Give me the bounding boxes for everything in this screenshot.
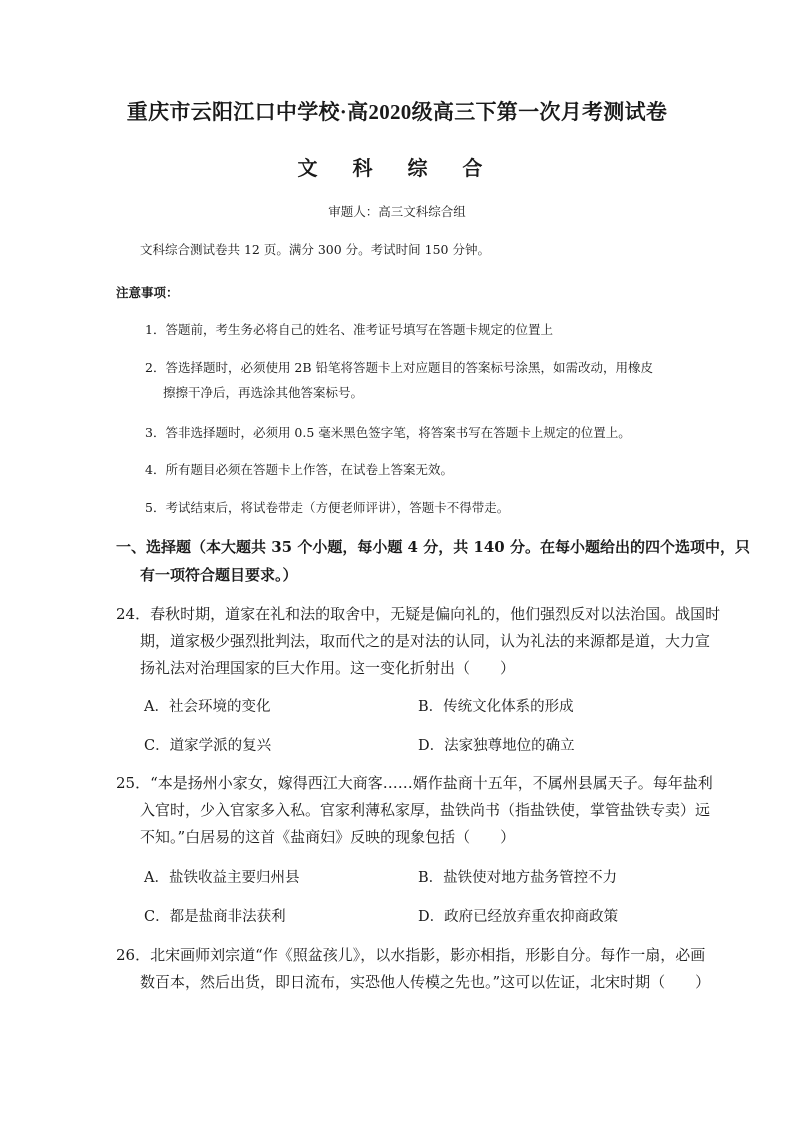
option-b: B．盐铁使对地方盐务管控不力 <box>418 870 618 886</box>
note-item-2-cont: 擦擦干净后，再选涂其他答案标号。 <box>163 385 364 400</box>
note-item-2: 2．答选择题时，必须使用 2B 铅笔将答题卡上对应题目的答案标号涂黑，如需改动，用橡皮 <box>145 360 654 375</box>
exam-intro: 文科综合测试卷共 12 页。满分 300 分。考试时间 150 分钟。 <box>140 242 490 257</box>
question-line: 入官时，少入官家多入私。官家利薄私家厚，盐铁尚书（指盐铁使，掌管盐铁专卖）远 <box>140 801 711 819</box>
question-line: 24．春秋时期，道家在礼和法的取舍中，无疑是偏向礼的，他们强烈反对以法治国。战国时 <box>116 605 721 623</box>
option-a: A．盐铁收益主要归州县 <box>144 870 300 886</box>
note-item-3: 3．答非选择题时，必须用 0.5 毫米黑色签字笔，将答案书写在答题卡上规定的位置上。 <box>145 425 631 440</box>
question-line: 不知。”白居易的这首《盐商妇》反映的现象包括（ ） <box>140 828 516 846</box>
reviewer-line: 审题人：高三文科综合组 <box>328 204 466 219</box>
note-item-4: 4．所有题目必须在答题卡上作答，在试卷上答案无效。 <box>145 462 453 477</box>
option-b: B．传统文化体系的形成 <box>418 699 574 715</box>
option-c: C．都是盐商非法获利 <box>144 909 286 925</box>
section-heading: 一、选择题（本大题共 35 个小题，每小题 4 分，共 140 分。在每小题给出的四个选项中，只 <box>116 538 750 556</box>
question-line: 数百本，然后出货，即日流布，实恐他人传模之先也。”这可以佐证，北宋时期（ ） <box>140 973 711 991</box>
question-line: 26．北宋画师刘宗道“作《照盆孩儿》，以水指影，影亦相指，形影自分。每作一扇，必画 <box>116 946 706 964</box>
notes-heading: 注意事项： <box>116 285 179 300</box>
option-d: D．政府已经放弃重农抑商政策 <box>418 909 619 925</box>
note-item-1: 1．答题前，考生务必将自己的姓名、准考证号填写在答题卡规定的位置上 <box>145 322 553 337</box>
option-c: C．道家学派的复兴 <box>144 738 272 754</box>
option-a: A．社会环境的变化 <box>144 699 271 715</box>
exam-subtitle: 文 科 综 合 <box>297 156 497 180</box>
exam-title: 重庆市云阳江口中学校·高2020级高三下第一次月考测试卷 <box>126 100 668 124</box>
question-line: 期，道家极少强烈批判法，取而代之的是对法的认同，认为礼法的来源都是道，大力宣 <box>140 632 711 650</box>
note-item-5: 5．考试结束后，将试卷带走（方便老师评讲），答题卡不得带走。 <box>145 500 510 515</box>
question-line: 扬礼法对治理国家的巨大作用。这一变化折射出（ ） <box>140 659 516 677</box>
question-line: 25．“本是扬州小家女，嫁得西江大商客……婿作盐商十五年，不属州县属天子。每年盐利 <box>116 774 713 792</box>
section-heading-cont: 有一项符合题目要求。） <box>140 566 298 584</box>
option-d: D．法家独尊地位的确立 <box>418 738 575 754</box>
